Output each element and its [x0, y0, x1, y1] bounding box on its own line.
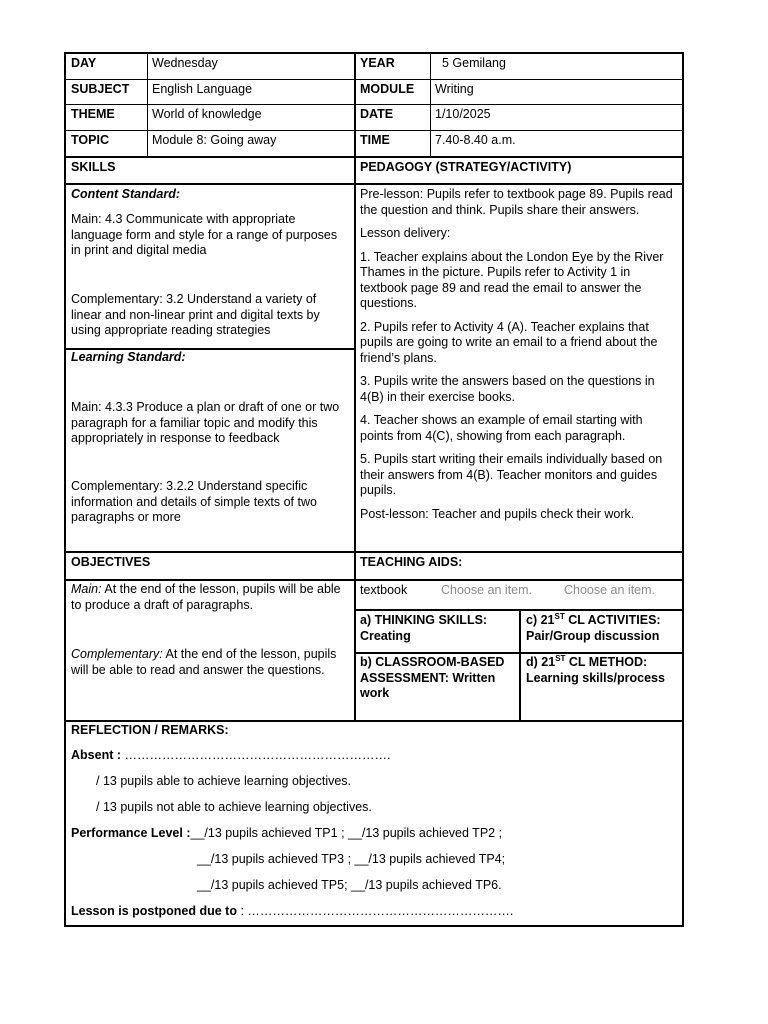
performance-line-3: __/13 pupils achieved TP5; __/13 pupils achieved TP6.: [197, 878, 502, 892]
row-divider: [354, 609, 682, 611]
subject-value: English Language: [152, 82, 253, 96]
day-label: DAY: [71, 56, 97, 70]
content-main: Main: 4.3 Communicate with appropriate language form and style for a range of purposes in print and digital media: [71, 212, 338, 257]
objective-main-text: At the end of the lesson, pupils will be able to produce a draft of paragraphs.: [71, 582, 341, 612]
thinking-skills-label: a) THINKING SKILLS:: [360, 613, 488, 627]
performance-line-1: [71, 826, 502, 842]
teaching-aids-heading: TEACHING AIDS:: [360, 555, 463, 569]
content-standard-label: Content Standard:: [71, 187, 181, 201]
learning-standard-label: Learning Standard:: [71, 350, 186, 364]
year-value: 5 Gemilang: [442, 56, 506, 70]
objectives-heading: OBJECTIVES: [71, 555, 151, 569]
cl-method: [526, 655, 680, 686]
skills-heading: SKILLS: [71, 160, 116, 174]
module-value: Writing: [435, 82, 474, 96]
objective-main: [71, 582, 341, 613]
cl-method-value: Learning skills/process: [526, 670, 665, 685]
cl-activities-value: Pair/Group discussion: [526, 628, 660, 643]
step-1: 1. Teacher explains about the London Eye by the River Thames in the picture. Pupils refer to Activity 1 in textbook page 89 and read the email to answer the questions.: [360, 249, 664, 310]
date-value: 1/10/2025: [435, 107, 491, 121]
row-divider: [66, 579, 682, 581]
step-2: 2. Pupils refer to Activity 4 (A). Teacher explains that pupils are going to write an email to a friend about the friend’s plans.: [360, 319, 658, 365]
row-divider: [66, 104, 682, 105]
subject-label: SUBJECT: [71, 82, 130, 96]
learning-main: Main: 4.3.3 Produce a plan or draft of one or two paragraph for a familiar topic and modify this appropriately in response to feedback: [71, 400, 340, 445]
column-divider: [430, 54, 431, 156]
row-divider: [66, 156, 682, 158]
postponed-label: Lesson is postponed due to: [71, 904, 237, 918]
row-divider: [66, 183, 682, 185]
aid-choose-item-2[interactable]: Choose an item.: [564, 583, 656, 597]
objective-comp-text: At the end of the lesson, pupils will be able to read and answer the questions.: [71, 647, 337, 677]
lesson-delivery: Lesson delivery:: [360, 226, 451, 240]
thinking-skills-value: Creating: [360, 628, 411, 643]
column-divider: [354, 54, 356, 720]
performance-text-1: __/13 pupils achieved TP1 ; __/13 pupils achieved TP2 ;: [190, 826, 503, 840]
not-achieve-line: / 13 pupils not able to achieve learning objectives.: [96, 800, 372, 814]
pre-lesson: Pre-lesson: Pupils refer to textbook page 89. Pupils read the question and think. Pupils share their answers.: [360, 187, 673, 217]
objective-comp-label: Complementary:: [71, 647, 163, 661]
row-divider: [66, 551, 682, 553]
time-label: TIME: [360, 133, 390, 147]
cl-activities: [526, 613, 680, 644]
postponed-line: [71, 904, 513, 920]
content-complementary: Complementary: 3.2 Understand a variety of linear and non-linear print and digital texts by using appropriate reading strategies: [71, 292, 320, 337]
row-divider: [354, 652, 682, 654]
step-5: 5. Pupils start writing their emails individually based on their answers from 4(B). Teacher monitors and guides pupils.: [360, 452, 663, 497]
postponed-dots: : ……………………………………………………….: [236, 904, 514, 918]
topic-label: TOPIC: [71, 133, 109, 147]
column-divider: [147, 54, 148, 156]
year-label: YEAR: [360, 56, 395, 70]
objective-complementary: [71, 647, 349, 678]
cl-activities-label: c) 21ST CL ACTIVITIES:: [526, 611, 661, 627]
learning-complementary: Complementary: 3.2.2 Understand specific information and details of simple texts of two paragraphs or more: [71, 479, 317, 524]
lesson-plan-table: [64, 52, 684, 927]
step-4: 4. Teacher shows an example of email starting with points from 4(C), showing from each paragraph.: [360, 413, 643, 443]
objective-main-label: Main:: [71, 582, 102, 596]
post-lesson: Post-lesson: Teacher and pupils check their work.: [360, 506, 635, 521]
module-label: MODULE: [360, 82, 415, 96]
step-3: 3. Pupils write the answers based on the questions in 4(B) in their exercise books.: [360, 374, 655, 404]
pedagogy-body: [360, 187, 678, 530]
absent-dots: ……………………………………………………….: [121, 748, 391, 762]
row-divider: [66, 720, 682, 722]
reflection-heading: REFLECTION / REMARKS:: [71, 723, 229, 737]
date-label: DATE: [360, 107, 394, 121]
row-divider: [66, 79, 682, 80]
performance-line-2: __/13 pupils achieved TP3 ; __/13 pupils achieved TP4;: [197, 852, 506, 866]
pedagogy-heading: PEDAGOGY (STRATEGY/ACTIVITY): [360, 160, 572, 174]
topic-value: Module 8: Going away: [152, 133, 277, 147]
achieve-line: / 13 pupils able to achieve learning objectives.: [96, 774, 352, 788]
time-value: 7.40-8.40 a.m.: [435, 133, 516, 147]
row-divider: [66, 130, 682, 131]
thinking-skills: [360, 613, 516, 644]
theme-value: World of knowledge: [152, 107, 262, 121]
column-divider: [519, 609, 521, 720]
aid-textbook: textbook: [360, 583, 408, 597]
performance-label: Performance Level :: [71, 826, 191, 840]
classroom-assessment: b) CLASSROOM-BASED ASSESSMENT: Written work: [360, 655, 505, 700]
aid-choose-item-1[interactable]: Choose an item.: [441, 583, 533, 597]
day-value: Wednesday: [152, 56, 218, 70]
absent-line: [71, 748, 390, 764]
theme-label: THEME: [71, 107, 115, 121]
cl-method-label: d) 21ST CL METHOD:: [526, 653, 648, 669]
absent-label: Absent :: [71, 748, 121, 762]
